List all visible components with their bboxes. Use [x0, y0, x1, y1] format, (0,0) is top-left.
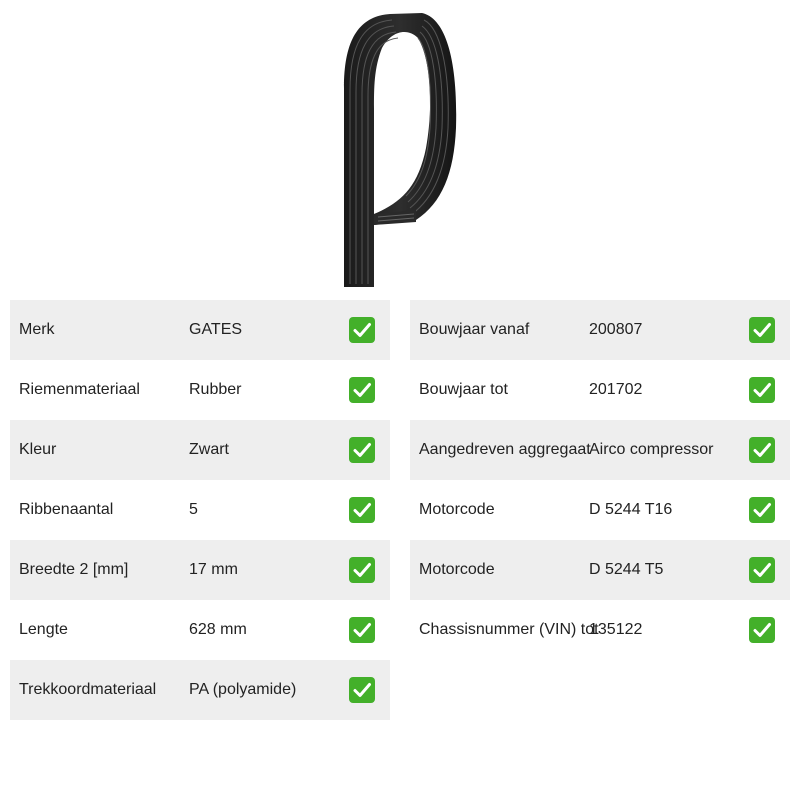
spec-value: 17 mm [189, 561, 238, 578]
spec-label: Riemenmateriaal [19, 381, 140, 398]
spec-value: PA (polyamide) [189, 681, 297, 698]
check-mark-icon [749, 497, 775, 523]
spec-row-motorcode-2 [410, 540, 790, 600]
check-mark-icon [349, 377, 375, 403]
spec-value: 201702 [589, 381, 643, 398]
spec-row-bouwjaar-vanaf [410, 300, 790, 360]
spec-label: Bouwjaar vanaf [419, 321, 530, 338]
spec-row-bouwjaar-tot [410, 360, 790, 420]
check-mark-icon [749, 437, 775, 463]
spec-row-merk [10, 300, 390, 360]
spec-table-right [410, 300, 790, 660]
spec-value: GATES [189, 321, 243, 338]
spec-value: D 5244 T16 [589, 501, 673, 518]
v-ribbed-belt-image [330, 8, 470, 290]
spec-row-lengte [10, 600, 390, 660]
spec-table-left [10, 300, 390, 720]
spec-value: 135122 [589, 621, 643, 638]
spec-row-ribbenaantal [10, 480, 390, 540]
spec-value: Airco compressor [589, 441, 714, 458]
spec-label: Aangedreven aggregaat [419, 441, 591, 458]
spec-label: Motorcode [419, 561, 495, 578]
spec-label: Motorcode [419, 501, 495, 518]
spec-row-riemenmateriaal [10, 360, 390, 420]
spec-row-trekkoordmateriaal [10, 660, 390, 720]
spec-value: 5 [189, 501, 198, 518]
check-mark-icon [349, 677, 375, 703]
spec-value: Rubber [189, 381, 242, 398]
spec-label: Chassisnummer (VIN) tot [419, 621, 599, 638]
spec-row-chassisnummer [410, 600, 790, 660]
check-mark-icon [749, 317, 775, 343]
check-mark-icon [349, 557, 375, 583]
spec-value: D 5244 T5 [589, 561, 664, 578]
spec-label: Merk [19, 321, 55, 338]
check-mark-icon [749, 557, 775, 583]
spec-label: Trekkoordmateriaal [19, 681, 157, 698]
check-mark-icon [349, 617, 375, 643]
spec-label: Ribbenaantal [19, 501, 114, 518]
spec-value: 628 mm [189, 621, 247, 638]
spec-value: 200807 [589, 321, 643, 338]
check-mark-icon [349, 437, 375, 463]
spec-label: Breedte 2 [mm] [19, 561, 129, 578]
spec-row-breedte [10, 540, 390, 600]
spec-label: Kleur [19, 441, 57, 458]
spec-label: Bouwjaar tot [419, 381, 508, 398]
spec-value: Zwart [189, 441, 229, 458]
spec-label: Lengte [19, 621, 68, 638]
check-mark-icon [349, 317, 375, 343]
check-mark-icon [749, 377, 775, 403]
check-mark-icon [349, 497, 375, 523]
product-image [330, 8, 470, 290]
spec-row-motorcode-1 [410, 480, 790, 540]
check-mark-icon [749, 617, 775, 643]
spec-row-aangedreven-aggregaat [410, 420, 790, 480]
spec-row-kleur [10, 420, 390, 480]
